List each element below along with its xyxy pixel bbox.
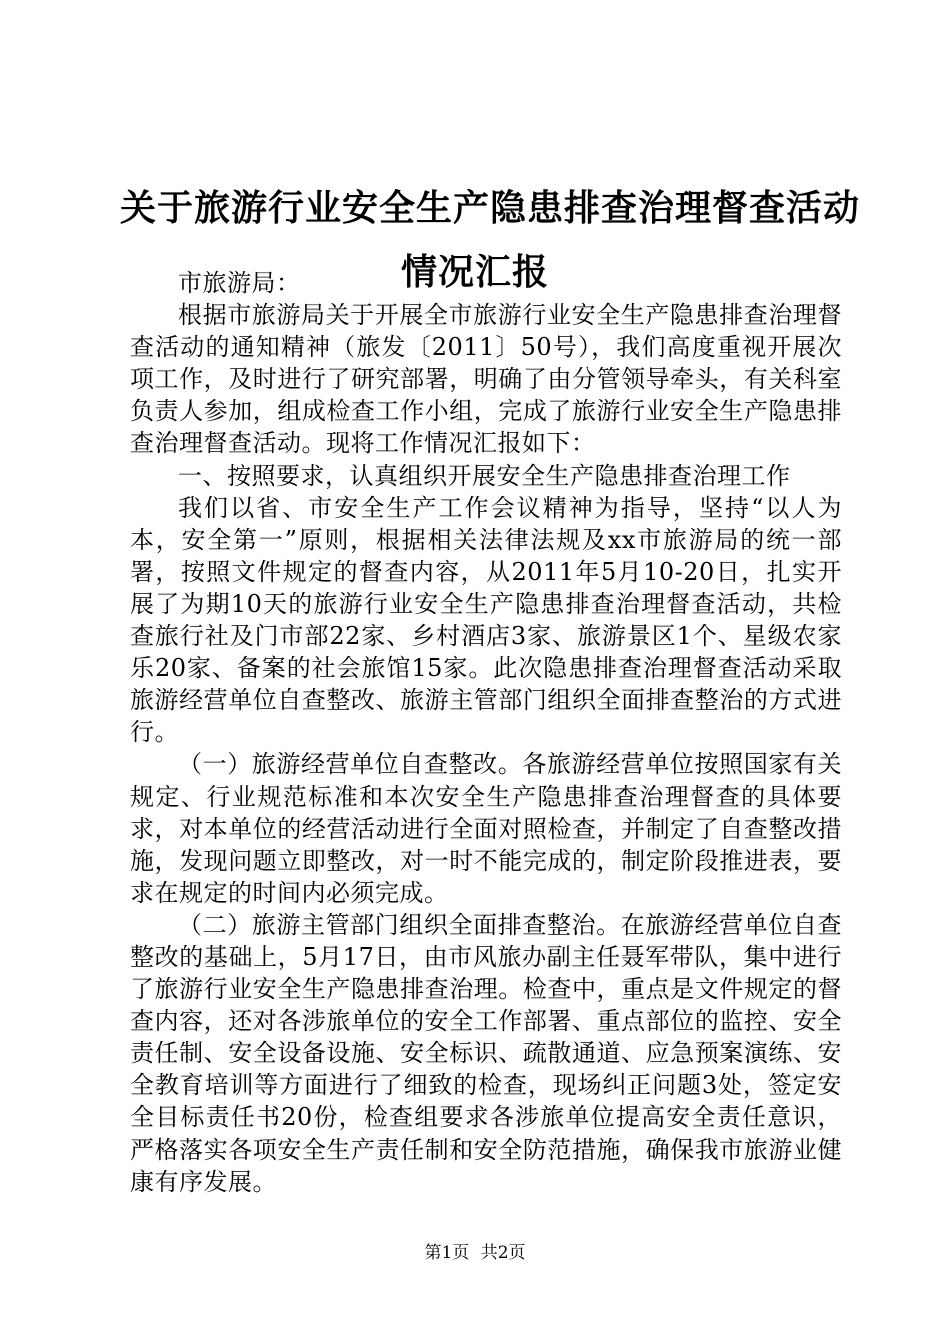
section-1-paragraph: 我们以省、市安全生产工作会议精神为指导，坚持“以人为本，安全第一”原则，根据相关法律法规及xx市旅游局的统一部署，按照文件规定的督查内容，从2011年5月10-20日，扎实开展了为期10天的旅游行业安全生产隐患排查治理督查活动，共检查旅行社及门市部22家、乡村酒店3家、旅游景区1个、星级农家乐20家、备案的社会旅馆15家。此次隐患排查治理督查活动采取旅游经营单位自查整改、旅游主管部门组织全面排查整治的方式进行。	[130, 493, 842, 747]
subsection-1-paragraph: （一）旅游经营单位自查整改。各旅游经营单位按照国家有关规定、行业规范标准和本次安全生产隐患排查治理督查的具体要求，对本单位的经营活动进行全面对照检查，并制定了自查整改措施，发现问题立即整改，对一时不能完成的，制定阶段推进表，要求在规定的时间内必须完成。	[130, 750, 842, 907]
document-body	[130, 267, 842, 1198]
page-number-current: 第1页	[424, 1243, 470, 1263]
title-line-2: 情况汇报	[400, 251, 549, 293]
page-number-total: 共2页	[480, 1243, 526, 1263]
subsection-2-paragraph: （二）旅游主管部门组织全面排查整治。在旅游经营单位自查整改的基础上，5月17日，由市风旅办副主任聂军带队，集中进行了旅游行业安全生产隐患排查治理。检查中，重点是文件规定的督查内容，还对各涉旅单位的安全工作部署、重点部位的监控、安全责任制、安全设备设施、安全标识、疏散通道、应急预案演练、安全教育培训等方面进行了细致的检查，现场纠正问题3处，签定安全目标责任书20份，检查组要求各涉旅单位提高安全责任意识，严格落实各项安全生产责任制和安全防范措施，确保我市旅游业健康有序发展。	[130, 910, 842, 1196]
salutation: 市旅游局：	[178, 269, 301, 297]
intro-paragraph: 根据市旅游局关于开展全市旅游行业安全生产隐患排查治理督查活动的通知精神（旅发〔2011〕50号），我们高度重视开展次项工作，及时进行了研究部署，明确了由分管领导牵头，有关科室负责人参加，组成检查工作小组，完成了旅游行业安全生产隐患排查治理督查活动。现将工作情况汇报如下：	[130, 301, 842, 458]
title-line-1: 关于旅游行业安全生产隐患排查治理督查活动	[120, 187, 861, 229]
section-heading-1: 一、按照要求，认真组织开展安全生产隐患排查治理工作	[178, 461, 791, 490]
page-footer	[0, 1243, 950, 1263]
